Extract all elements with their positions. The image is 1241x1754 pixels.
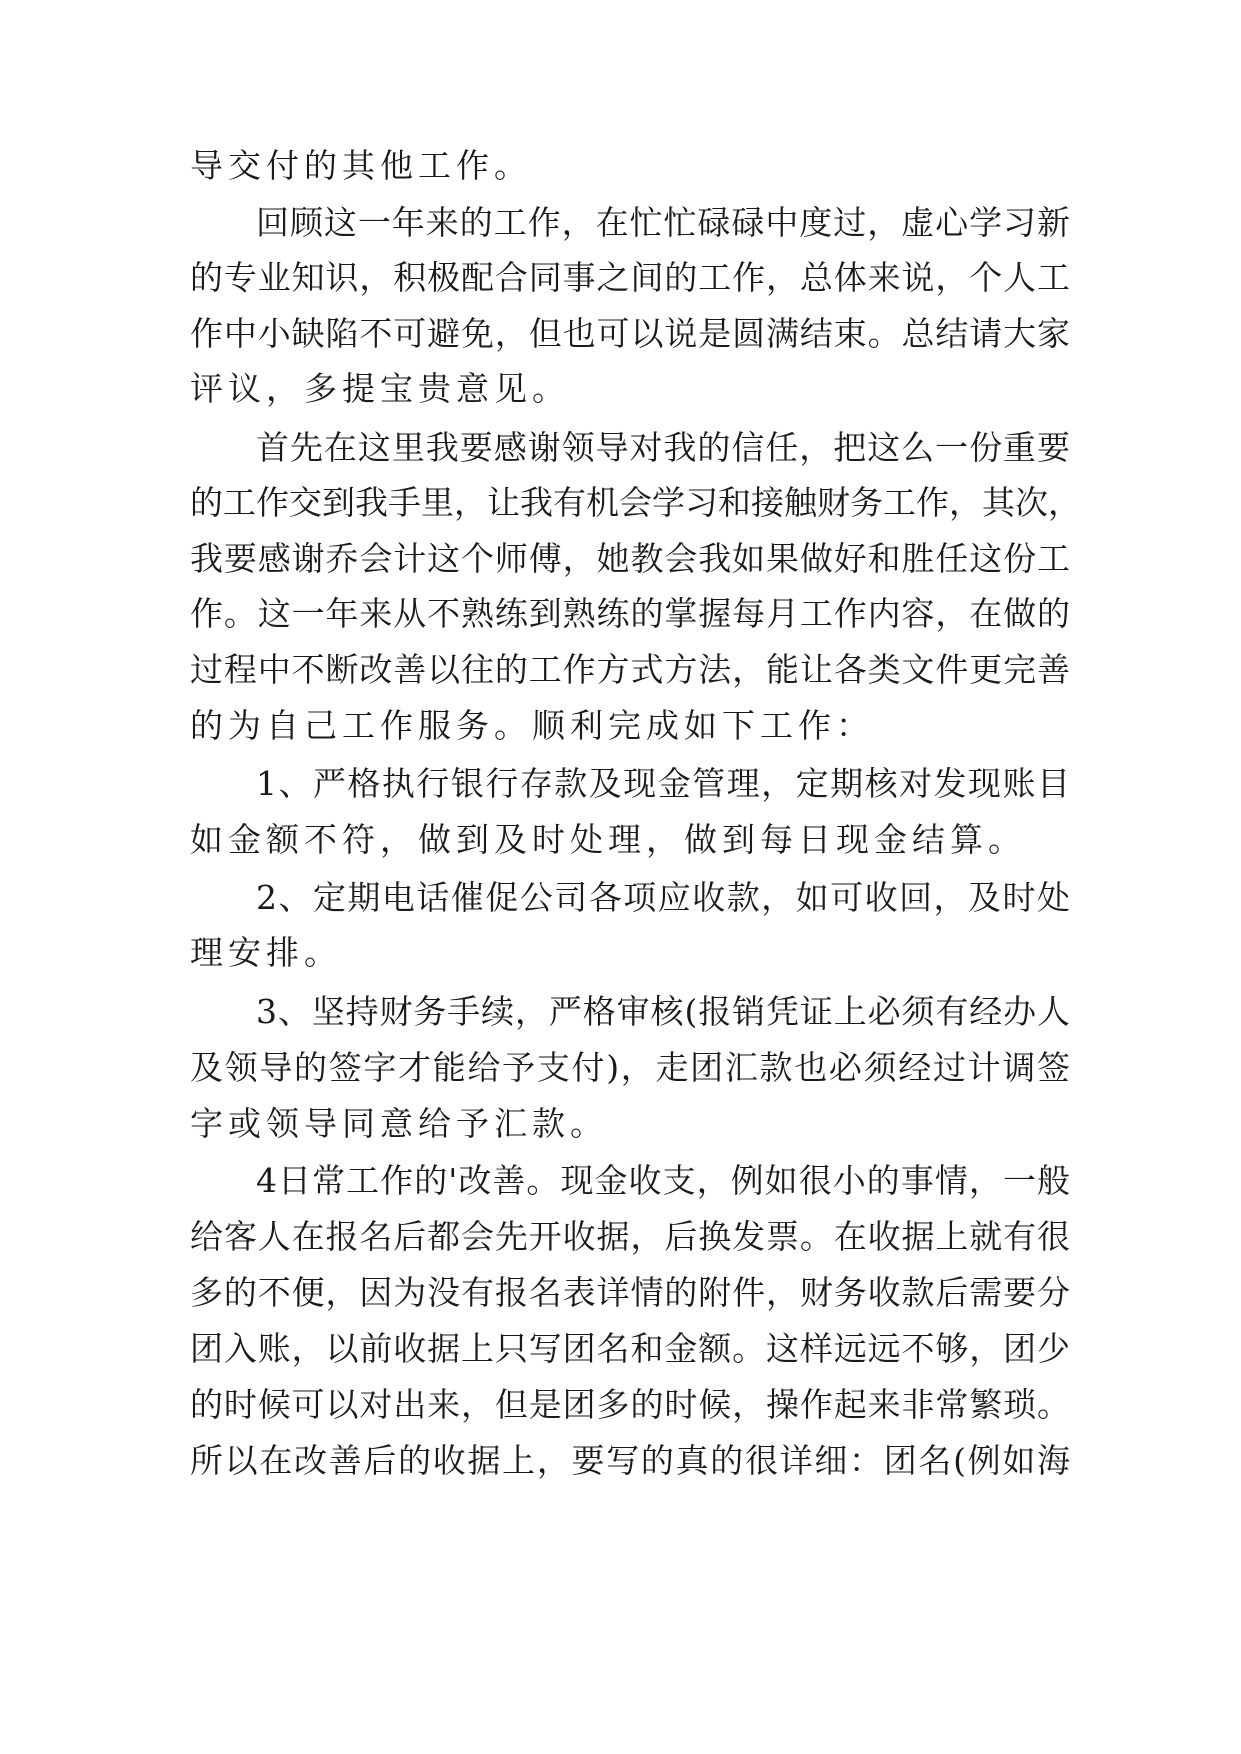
- text-line: 给客人在报名后都会先开收据，后换发票。在收据上就有很: [190, 1217, 1070, 1256]
- text-line: 的专业知识，积极配合同事之间的工作，总体来说，个人工: [190, 258, 1070, 297]
- text-line: 的工作交到我手里，让我有机会学习和接触财务工作，其次，: [190, 483, 1081, 522]
- list-item-first-line: 4日常工作的'改善。现金收支，例如很小的事情，一般: [256, 1161, 1070, 1200]
- paragraph-first-line: 首先在这里我要感谢领导对我的信任，把这么一份重要: [256, 428, 1070, 467]
- text-line: 的时候可以对出来，但是团多的时候，操作起来非常繁琐。: [190, 1385, 1070, 1424]
- text-line: 理安排。: [190, 933, 342, 972]
- text-line: 过程中不断改善以往的工作方式方法，能让各类文件更完善: [190, 650, 1070, 689]
- list-item-first-line: 2、定期电话催促公司各项应收款，如可收回，及时处: [256, 878, 1070, 917]
- list-item-first-line: 1、严格执行银行存款及现金管理，定期核对发现账目: [256, 764, 1070, 803]
- text-line: 作。这一年来从不熟练到熟练的掌握每月工作内容，在做的: [190, 594, 1070, 633]
- text-line: 多的不便，因为没有报名表详情的附件，财务收款后需要分: [190, 1273, 1070, 1312]
- list-item-first-line: 3、坚持财务手续，严格审核(报销凭证上必须有经办人: [256, 992, 1070, 1031]
- text-line: 的为自己工作服务。顺利完成如下工作：: [190, 706, 874, 745]
- text-line: 导交付的其他工作。: [190, 146, 532, 185]
- paragraph-first-line: 回顾这一年来的工作，在忙忙碌碌中度过，虚心学习新: [256, 203, 1070, 242]
- text-line: 所以在改善后的收据上，要写的真的很详细：团名(例如海: [190, 1441, 1070, 1480]
- text-line: 及领导的签字才能给予支付)，走团汇款也必须经过计调签: [190, 1048, 1070, 1087]
- text-line: 团入账，以前收据上只写团名和金额。这样远远不够，团少: [190, 1329, 1070, 1368]
- text-line: 我要感谢乔会计这个师傅，她教会我如果做好和胜任这份工: [190, 539, 1070, 578]
- text-line: 作中小缺陷不可避免，但也可以说是圆满结束。总结请大家: [190, 314, 1070, 353]
- text-line: 评议，多提宝贵意见。: [190, 369, 570, 408]
- text-line: 如金额不符，做到及时处理，做到每日现金结算。: [190, 820, 1026, 859]
- text-line: 字或领导同意给予汇款。: [190, 1104, 608, 1143]
